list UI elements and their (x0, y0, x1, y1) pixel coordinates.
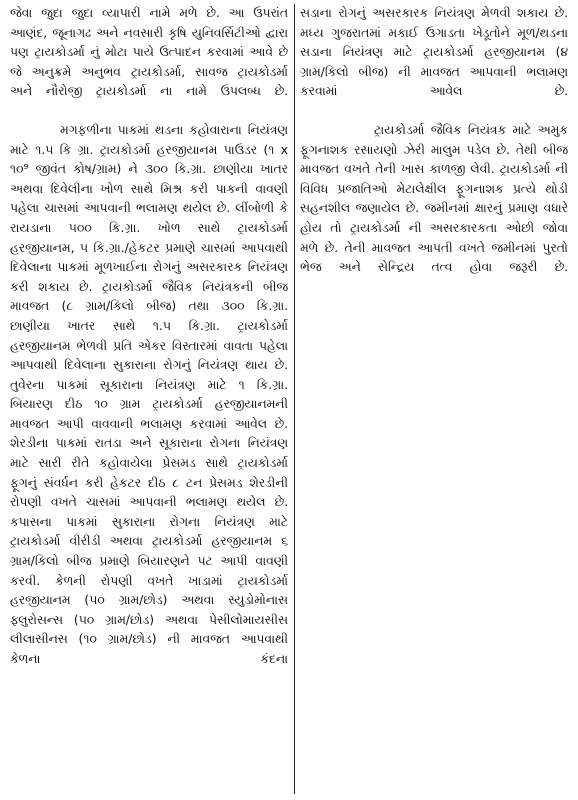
column-divider (294, 4, 295, 794)
right-paragraph-1: સડાના રોગનું અસરકારક નિયંત્રણ મેળવી શકાય છે. મધ્ય ગુજરાતમાં મકાઈ ઉગાડતા ખેડૂતોને મૂળ/થડના સડાના નિયંત્રણ માટે ટ્રાયકોડર્મા હરજીયાનમ (૪ ગ્રામ/કિલો બીજ) ની માવજત આપવાની ભલામણ કરવામાં આવેલ છે. (300, 6, 568, 99)
paragraph-gap (10, 102, 288, 121)
left-column (10, 4, 288, 670)
paragraph-gap (300, 102, 568, 121)
right-column (300, 4, 568, 278)
left-paragraph-2: મગફળીના પાકમાં થડના કહોવારાના નિયંત્રણ માટે ૧.૫ કિ ગ્રા. ટ્રાયકોડર્મા હરજીયાનમ પાઉડર (૧ x ૧૦⁹ જીવંત કોષ/ગ્રામ) ને ૩૦૦ કિ.ગ્રા. છાણીયા ખાતર અથવા દિવેલીના ખોળ સાથે મિશ્ર કરી પાકની વાવણી પહેલા ચાસમાં આપવાની ભલામણ થયેલ છે. લીંબોળી કે રાયડાના ૫૦૦ કિ.ગ્રા. ખોળ સાથે ટ્રાયકોડર્મા હરજીયાનમ, ૫ કિ.ગ્રા./હેકટર પ્રમાણે ચાસમાં આપવાથી દિવેલાના પાકમાં મૂળખાઈના રોગનું અસરકારક નિયંત્રણ કરી શકાય છે. ટ્રાયકોડર્મા જૈવિક નિયંત્રકની બીજ માવજત (૮ ગ્રામ/કિલો બીજ) તથા ૩૦૦ કિ.ગ્રા. છાણીયા ખાતર સાથે ૧.૫ કિ.ગ્રા. ટ્રાયકોડર્મા હરજીયાનમ ભેળવી પ્રતિ એકર વિસ્તારમાં વાવતા પહેલા આપવાથી દિવેલાના સુકારાના રોગનું નિયંત્રણ થાય છે. તુવેરના પાકમાં સૂકારાના નિયંત્રણ માટે ૧ કિ.ગ્રા. બિયારણ દીઠ ૧૦ ગ્રામ ટ્રાયકોડર્મા હરજીયાનમની માવજત આપી વાવવાની ભલામણ કરવામાં આવેલ છે. શેરડીના પાકમાં રાતડા અને સૂકારાના રોગના નિયંત્રણ માટે સારી રીતે કહોવાયેલા પ્રેસમડ સાથે ટ્રાયકોડર્મા ફૂગનું સંવર્ધન કરી હેકટર દીઠ ૮ ટન પ્રેસમડ શેરડીની રોપણી વખતે ચાસમાં આપવાની ભલામણ થયેલ છે. કપાસના પાકમાં સુકારાના રોગના નિયંત્રણ માટે ટ્રાયકોડર્મા વીરીડી અથવા ટ્રાયકોડર્મા હરજીયાનમ ૬ ગ્રામ/કિલો બીજ પ્રમાણે બિયારણને પટ આપી વાવણી કરવી. કેળની રોપણી વખતે ખાડામાં ટ્રાયકોડર્મા હરજીયાનમ (૫૦ ગ્રામ/છોડ) અથવા સ્યુડોમોનાસ ફ્લુરોસન્સ (૫૦ ગ્રામ/છોડ) અથવા પેસીલોમાયસીસ લીલાસીનસ (૧૦ ગ્રામ/છોડ) ની માવજત આપવાથી કેળના કંદના (10, 122, 288, 666)
right-paragraph-2: ટ્રાયકોડર્મા જૈવિક નિયંત્રક માટે અમુક ફૂગનાશક રસાયણો ઝેરી માલુમ પડેલ છે. તેથી બીજ માવજત વખતે તેની ખાસ કાળજી લેવી. ટ્રાયકોડર્મા ની વિવિધ પ્રજાતિઓ મેટાલેક્ષીલ ફૂગનાશક પ્રત્યે થોડી સહનશીલ જણાયેલ છે. જમીનમાં ક્ષારનું પ્રમાણ વધારે હોય તો ટ્રાયકોડર્મા ની અસરકારકતા ઓછી જોવા મળે છે. તેની માવજત આપતી વખતે જમીનમાં પુરતો ભેજ અને સેન્દ્રિય તત્વ હોવા જરૂરી છે. (300, 122, 568, 275)
left-paragraph-1: જેવા જુદા જુદા વ્યાપારી નામે મળે છે. આ ઉપરાંત આણંદ, જૂનાગઢ અને નવસારી કૃષિ યુનિવર્સિટીઓ દ્વારા પણ ટ્રાયકોડર્મા નું મોટા પાયે ઉત્પાદન કરવામાં આવે છે જે અનુક્રમે અનુભવ ટ્રાયકોડર્મા, સાવજ ટ્રાયકોડર્મા અને નૌરોજી ટ્રાયકોડર્મા ના નામે ઉપલબ્ધ છે. (10, 6, 288, 99)
